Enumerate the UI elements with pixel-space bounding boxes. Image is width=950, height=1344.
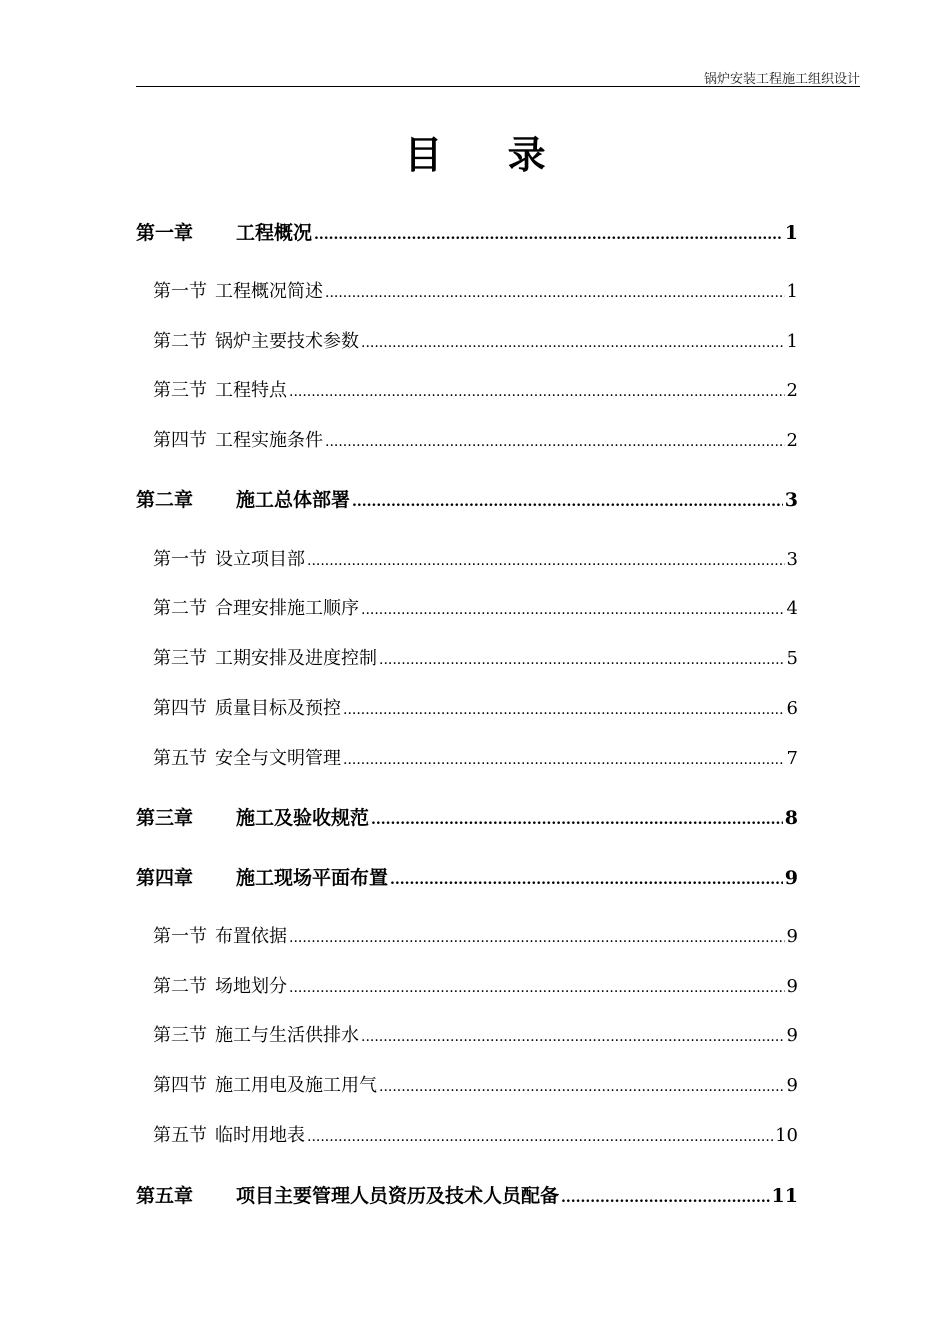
toc-leader-dots: [307, 1129, 773, 1145]
toc-entry-number: 第五节: [153, 748, 207, 769]
toc-section-entry[interactable]: [153, 922, 798, 948]
toc-leader-dots: [390, 872, 783, 888]
toc-leader-dots: [352, 494, 783, 510]
toc-leader-dots: [361, 1029, 785, 1045]
toc-section-entry[interactable]: [153, 376, 798, 402]
toc-entry-number: 第四节: [153, 698, 207, 719]
toc-section-entry[interactable]: [153, 545, 798, 571]
toc-section-entry[interactable]: [153, 744, 798, 770]
toc-leader-dots: [289, 980, 785, 996]
toc-page-number: 1: [786, 281, 798, 302]
toc-section-entry[interactable]: [153, 1121, 798, 1147]
toc-entry-number: 第三章: [136, 807, 194, 829]
toc-entry-number: 第一章: [136, 222, 194, 244]
toc-chapter-entry[interactable]: [136, 1181, 798, 1207]
toc-entry-label: 安全与文明管理: [215, 748, 341, 769]
toc-page-number: 9: [786, 926, 798, 947]
toc-page-number: 5: [786, 648, 798, 669]
toc-leader-dots: [343, 752, 785, 768]
toc-entry-number: 第五章: [136, 1185, 194, 1207]
toc-section-entry[interactable]: [153, 1021, 798, 1047]
toc-entry-label: 施工与生活供排水: [215, 1025, 359, 1046]
toc-entry-label: 工程概况简述: [215, 281, 323, 302]
toc-leader-dots: [361, 335, 785, 351]
toc-title: 目 录: [404, 133, 572, 177]
toc-entry-label: 布置依据: [215, 926, 287, 947]
toc-leader-dots: [561, 1190, 770, 1206]
toc-entry-number: 第五节: [153, 1125, 207, 1146]
toc-leader-dots: [314, 227, 783, 243]
toc-section-entry[interactable]: [153, 644, 798, 670]
toc-entry-label: 工期安排及进度控制: [215, 648, 377, 669]
toc-entry-label: 设立项目部: [215, 549, 305, 570]
toc-page-number: 1: [784, 222, 798, 244]
toc-chapter-entry[interactable]: [136, 803, 798, 829]
toc-page-number: 1: [786, 331, 798, 352]
toc-leader-dots: [371, 812, 783, 828]
toc-section-entry[interactable]: [153, 594, 798, 620]
toc-entry-number: 第二节: [153, 976, 207, 997]
toc-leader-dots: [307, 553, 785, 569]
toc-page-number: 9: [786, 1075, 798, 1096]
header-rule: [136, 86, 860, 87]
running-header: 锅炉安装工程施工组织设计: [703, 72, 860, 87]
toc-section-entry[interactable]: [153, 426, 798, 452]
toc-page-number: 11: [771, 1185, 798, 1207]
toc-entry-label: 施工现场平面布置: [236, 867, 389, 889]
toc-leader-dots: [379, 652, 785, 668]
toc-entry-number: 第三节: [153, 380, 207, 401]
toc-leader-dots: [343, 702, 785, 718]
toc-chapter-entry[interactable]: [136, 485, 798, 511]
toc-leader-dots: [289, 384, 785, 400]
toc-entry-number: 第四章: [136, 867, 194, 889]
toc-entry-label: 工程实施条件: [215, 430, 323, 451]
toc-entry-number: 第一节: [153, 926, 207, 947]
toc-entry-number: 第四节: [153, 1075, 207, 1096]
toc-entry-label: 锅炉主要技术参数: [215, 331, 359, 352]
toc-entry-number: 第二节: [153, 598, 207, 619]
toc-entry-number: 第二节: [153, 331, 207, 352]
toc-entry-label: 合理安排施工顺序: [215, 598, 359, 619]
toc-section-entry[interactable]: [153, 694, 798, 720]
toc-leader-dots: [289, 930, 785, 946]
toc-leader-dots: [379, 1079, 785, 1095]
toc-entry-number: 第三节: [153, 1025, 207, 1046]
toc-chapter-entry[interactable]: [136, 863, 798, 889]
toc-entry-label: 项目主要管理人员资历及技术人员配备: [236, 1185, 560, 1207]
toc-section-entry[interactable]: [153, 277, 798, 303]
toc-page-number: 8: [784, 807, 798, 829]
toc-section-entry[interactable]: [153, 1071, 798, 1097]
toc-page-number: 2: [786, 380, 798, 401]
toc-entry-number: 第二章: [136, 489, 194, 511]
toc-page-number: 9: [784, 867, 798, 889]
toc-page-number: 3: [784, 489, 798, 511]
toc-page-number: 9: [786, 976, 798, 997]
toc-entry-label: 场地划分: [215, 976, 287, 997]
toc-page-number: 3: [786, 549, 798, 570]
toc-entry-label: 工程特点: [215, 380, 287, 401]
toc-entry-label: 临时用地表: [215, 1125, 305, 1146]
toc-entry-number: 第一节: [153, 281, 207, 302]
toc-leader-dots: [325, 434, 785, 450]
toc-entry-number: 第四节: [153, 430, 207, 451]
toc-entry-number: 第一节: [153, 549, 207, 570]
toc-leader-dots: [361, 602, 785, 618]
toc-entry-label: 施工及验收规范: [236, 807, 370, 829]
toc-page-number: 6: [786, 698, 798, 719]
toc-section-entry[interactable]: [153, 327, 798, 353]
toc-entry-label: 工程概况: [236, 222, 313, 244]
toc-page-number: 7: [786, 748, 798, 769]
toc-page-number: 9: [786, 1025, 798, 1046]
toc-entry-number: 第三节: [153, 648, 207, 669]
toc-page-number: 10: [775, 1125, 798, 1146]
toc-chapter-entry[interactable]: [136, 218, 798, 244]
toc-entry-label: 质量目标及预控: [215, 698, 341, 719]
toc-section-entry[interactable]: [153, 972, 798, 998]
toc-entry-label: 施工用电及施工用气: [215, 1075, 377, 1096]
toc-page-number: 4: [786, 598, 798, 619]
toc-page-number: 2: [786, 430, 798, 451]
toc-entry-label: 施工总体部署: [236, 489, 351, 511]
toc-leader-dots: [325, 285, 785, 301]
